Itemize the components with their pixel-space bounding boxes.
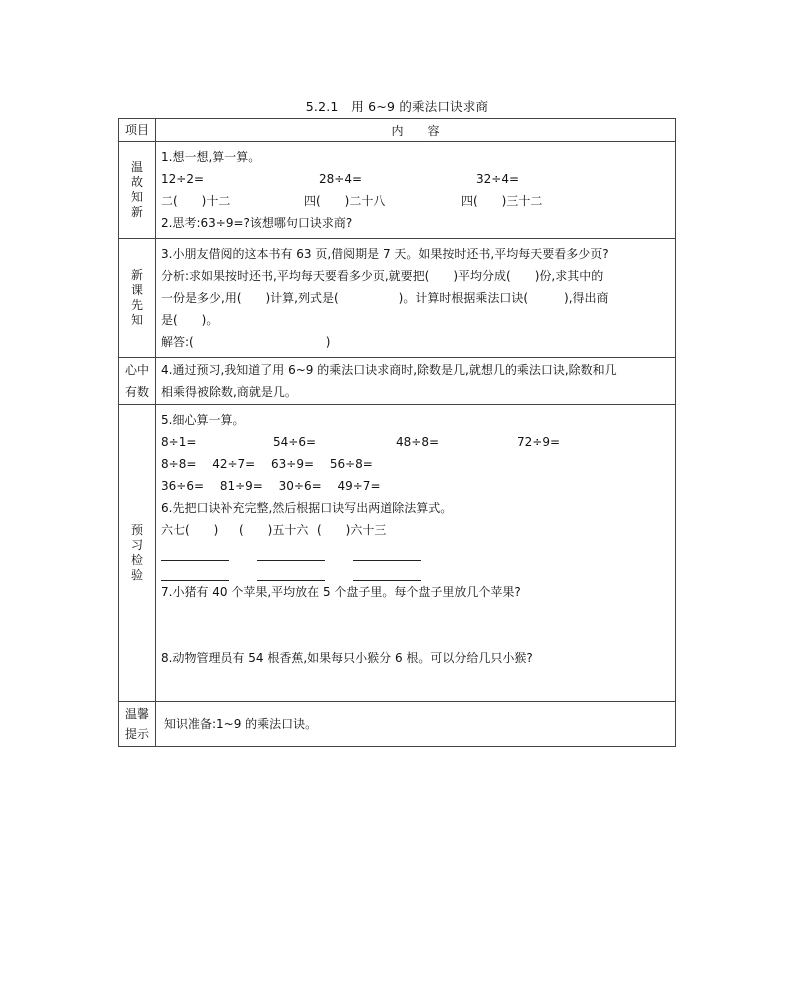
- rhyme-item: 二( )十二: [161, 194, 231, 208]
- worksheet-table: [118, 118, 676, 747]
- practice-calc-row1: [161, 431, 670, 453]
- rhyme-item: ( )五十六: [239, 523, 309, 537]
- preview-q3-line2: 分析:求如果按时还书,平均每天要看多少页,就要把( )平均分成( )份,求其中的: [161, 269, 604, 283]
- section-tips: [119, 702, 676, 747]
- practice-calc-row2: 8÷8= 42÷7= 63÷9= 56÷8=: [161, 457, 373, 471]
- summary-line2: 相乘得被除数,商就是几。: [161, 385, 297, 399]
- rhyme-item: 四( )三十二: [461, 194, 543, 208]
- review-label: 温故知新: [130, 160, 143, 219]
- calc-item: 8÷1=: [161, 435, 197, 449]
- calc-item: 72÷9=: [517, 435, 561, 449]
- section-label-review: [119, 142, 156, 239]
- preview-q3-line1: 3.小朋友借阅的这本书有 63 页,借阅期是 7 天。如果按时还书,平均每天要看多少页?: [161, 247, 609, 261]
- tips-content: [156, 702, 676, 747]
- review-content: [156, 142, 676, 239]
- section-practice: [119, 405, 676, 702]
- answer-line[interactable]: [353, 566, 421, 581]
- header-content: 内 容: [156, 119, 676, 142]
- section-preview: [119, 239, 676, 358]
- practice-q8: 8.动物管理员有 54 根香蕉,如果每只小猴分 6 根。可以分给几只小猴?: [161, 651, 533, 665]
- rhyme-item: 六七( ): [161, 523, 219, 537]
- preview-content: [156, 239, 676, 358]
- summary-content: [156, 358, 676, 405]
- answer-space-q7[interactable]: [161, 603, 670, 647]
- calc-item: 12÷2=: [161, 172, 205, 186]
- tips-label-line1: 温馨: [124, 707, 149, 721]
- answer-line[interactable]: [161, 566, 229, 581]
- section-label-summary: [119, 358, 156, 405]
- answer-line[interactable]: [257, 546, 325, 561]
- answer-line[interactable]: [257, 566, 325, 581]
- section-summary: [119, 358, 676, 405]
- practice-q5: 5.细心算一算。: [161, 413, 245, 427]
- practice-label: 预习检验: [130, 523, 143, 582]
- answer-line[interactable]: [161, 546, 229, 561]
- practice-q6: 6.先把口诀补充完整,然后根据口诀写出两道除法算式。: [161, 501, 453, 515]
- preview-q3-line3: 一份是多少,用( )计算,列式是( )。计算时根据乘法口诀( ),得出商: [161, 291, 609, 305]
- rhyme-item: ( )六十三: [317, 523, 387, 537]
- preview-q3-answer: 解答:( ): [161, 335, 331, 349]
- answer-lines-row2: [161, 561, 670, 581]
- practice-calc-row3: 36÷6= 81÷9= 30÷6= 49÷7=: [161, 479, 381, 493]
- section-label-preview: [119, 239, 156, 358]
- calc-item: 54÷6=: [273, 435, 317, 449]
- review-q2: 2.思考:63÷9=?该想哪句口诀求商?: [161, 216, 353, 230]
- summary-line1: 4.通过预习,我知道了用 6~9 的乘法口诀求商时,除数是几,就想几的乘法口诀,除数和几: [161, 363, 617, 377]
- tips-label-line2: 提示: [124, 727, 149, 741]
- practice-content: [156, 405, 676, 702]
- summary-label-line1: 心中: [124, 363, 149, 377]
- calc-item: 28÷4=: [319, 172, 363, 186]
- section-review: [119, 142, 676, 239]
- page-title: 5.2.1 用 6~9 的乘法口诀求商: [305, 99, 489, 114]
- review-calc-row: [161, 168, 670, 190]
- practice-q7: 7.小猪有 40 个苹果,平均放在 5 个盘子里。每个盘子里放几个苹果?: [161, 585, 521, 599]
- section-label-tips: [119, 702, 156, 747]
- review-rhyme-row: [161, 190, 670, 212]
- rhyme-item: 四( )二十八: [304, 194, 386, 208]
- calc-item: 48÷8=: [396, 435, 440, 449]
- preview-label: 新课先知: [130, 268, 143, 327]
- tips-text: 知识准备:1~9 的乘法口诀。: [164, 717, 318, 731]
- practice-q6-items: [161, 519, 670, 541]
- answer-lines-row1: [161, 541, 670, 561]
- summary-label-line2: 有数: [124, 385, 149, 399]
- section-label-practice: [119, 405, 156, 702]
- answer-line[interactable]: [353, 546, 421, 561]
- header-item: 项目: [119, 119, 156, 142]
- header-row: [119, 119, 676, 142]
- review-q1: 1.想一想,算一算。: [161, 150, 261, 164]
- preview-q3-line4: 是( )。: [161, 313, 219, 327]
- calc-item: 32÷4=: [476, 172, 520, 186]
